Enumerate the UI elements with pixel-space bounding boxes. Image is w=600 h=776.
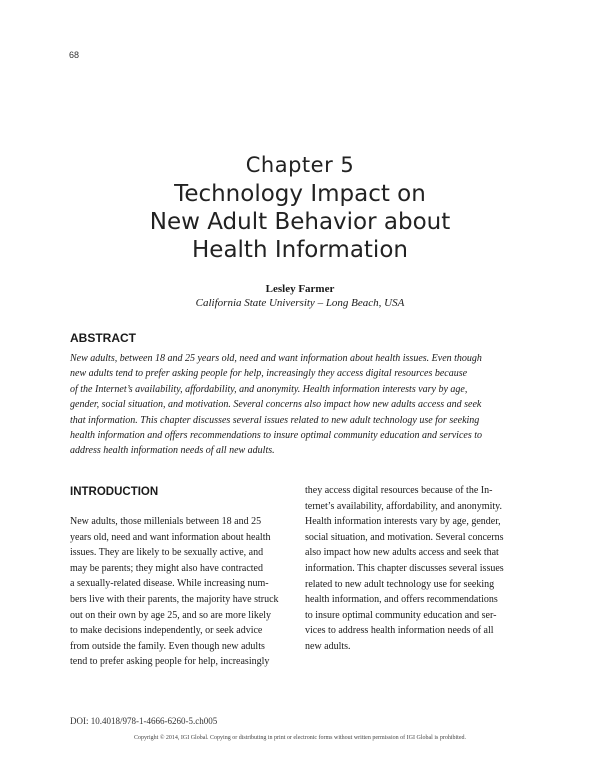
body-line: bers live with their parents, the majority have struck: [70, 593, 279, 605]
title-line: Health Information: [192, 237, 408, 263]
body-line: issues. They are likely to be sexually active, and: [70, 547, 264, 559]
chapter-label: Chapter 5: [245, 153, 355, 177]
body-line: social situation, and motivation. Several concerns: [305, 531, 504, 543]
body-line: new adults.: [305, 640, 351, 652]
body-line: years old, need and want information about health: [70, 531, 271, 543]
introduction-left-column: [70, 514, 282, 670]
body-line: health information, and offers recommendations: [305, 594, 498, 606]
chapter-title: [60, 180, 540, 264]
body-line: to make decisions independently, or seek advice: [70, 625, 263, 637]
abstract-line: address health information needs of all new adults.: [70, 445, 275, 457]
abstract-line: new adults tend to prefer asking people for help, increasingly they access digital resources because: [70, 368, 468, 380]
introduction-heading: INTRODUCTION: [70, 486, 159, 498]
introduction-right-column: [305, 483, 517, 655]
body-line: ternet’s availability, affordability, and anonymity.: [305, 500, 502, 512]
body-line: vices to address health information needs of all: [305, 625, 494, 637]
doi-text: DOI: 10.4018/978-1-4666-6260-5.ch005: [70, 716, 218, 726]
page-number: 68: [69, 50, 80, 60]
body-line: out on their own by age 25, and so are more likely: [70, 609, 272, 621]
author-affiliation: California State University – Long Beach, USA: [195, 297, 405, 309]
body-line: tend to prefer asking people for help, increasingly: [70, 656, 270, 668]
title-line: New Adult Behavior about: [149, 209, 451, 235]
author-name: Lesley Farmer: [265, 283, 335, 295]
body-line: a sexually-related disease. While increasing num-: [70, 578, 269, 590]
abstract-line: of the Internet’s availability, affordability, and anonymity. Health information interests vary by age,: [70, 383, 468, 395]
body-line: also impact how new adults access and seek that: [305, 547, 499, 559]
body-line: from outside the family. Even though new adults: [70, 640, 265, 652]
abstract-heading: ABSTRACT: [70, 331, 136, 345]
title-line: Technology Impact on: [174, 181, 426, 207]
body-line: New adults, those millenials between 18 and 25: [70, 516, 262, 527]
abstract-line: New adults, between 18 and 25 years old, need and want information about health issues. Even though: [70, 353, 482, 364]
abstract-line: that information. This chapter discusses several issues related to new adult technology use for seeking: [70, 414, 480, 426]
body-line: to insure optimal community education and ser-: [305, 609, 497, 621]
body-line: related to new adult technology use for seeking: [305, 578, 495, 590]
body-line: may be parents; they might also have contracted: [70, 562, 263, 574]
copyright-notice: Copyright © 2014, IGI Global. Copying or distributing in print or electronic forms without written permission of IGI Global is prohibited.: [133, 735, 466, 741]
body-line: information. This chapter discusses several issues: [305, 562, 504, 574]
abstract-text: [70, 351, 532, 459]
body-line: they access digital resources because of the In-: [305, 485, 493, 496]
abstract-line: health information and offers recommendations to insure optimal community education and services to: [70, 430, 482, 442]
abstract-line: gender, social situation, and motivation. Several concerns also impact how new adults access and seek: [70, 399, 482, 411]
body-line: Health information interests vary by age, gender,: [305, 516, 501, 528]
